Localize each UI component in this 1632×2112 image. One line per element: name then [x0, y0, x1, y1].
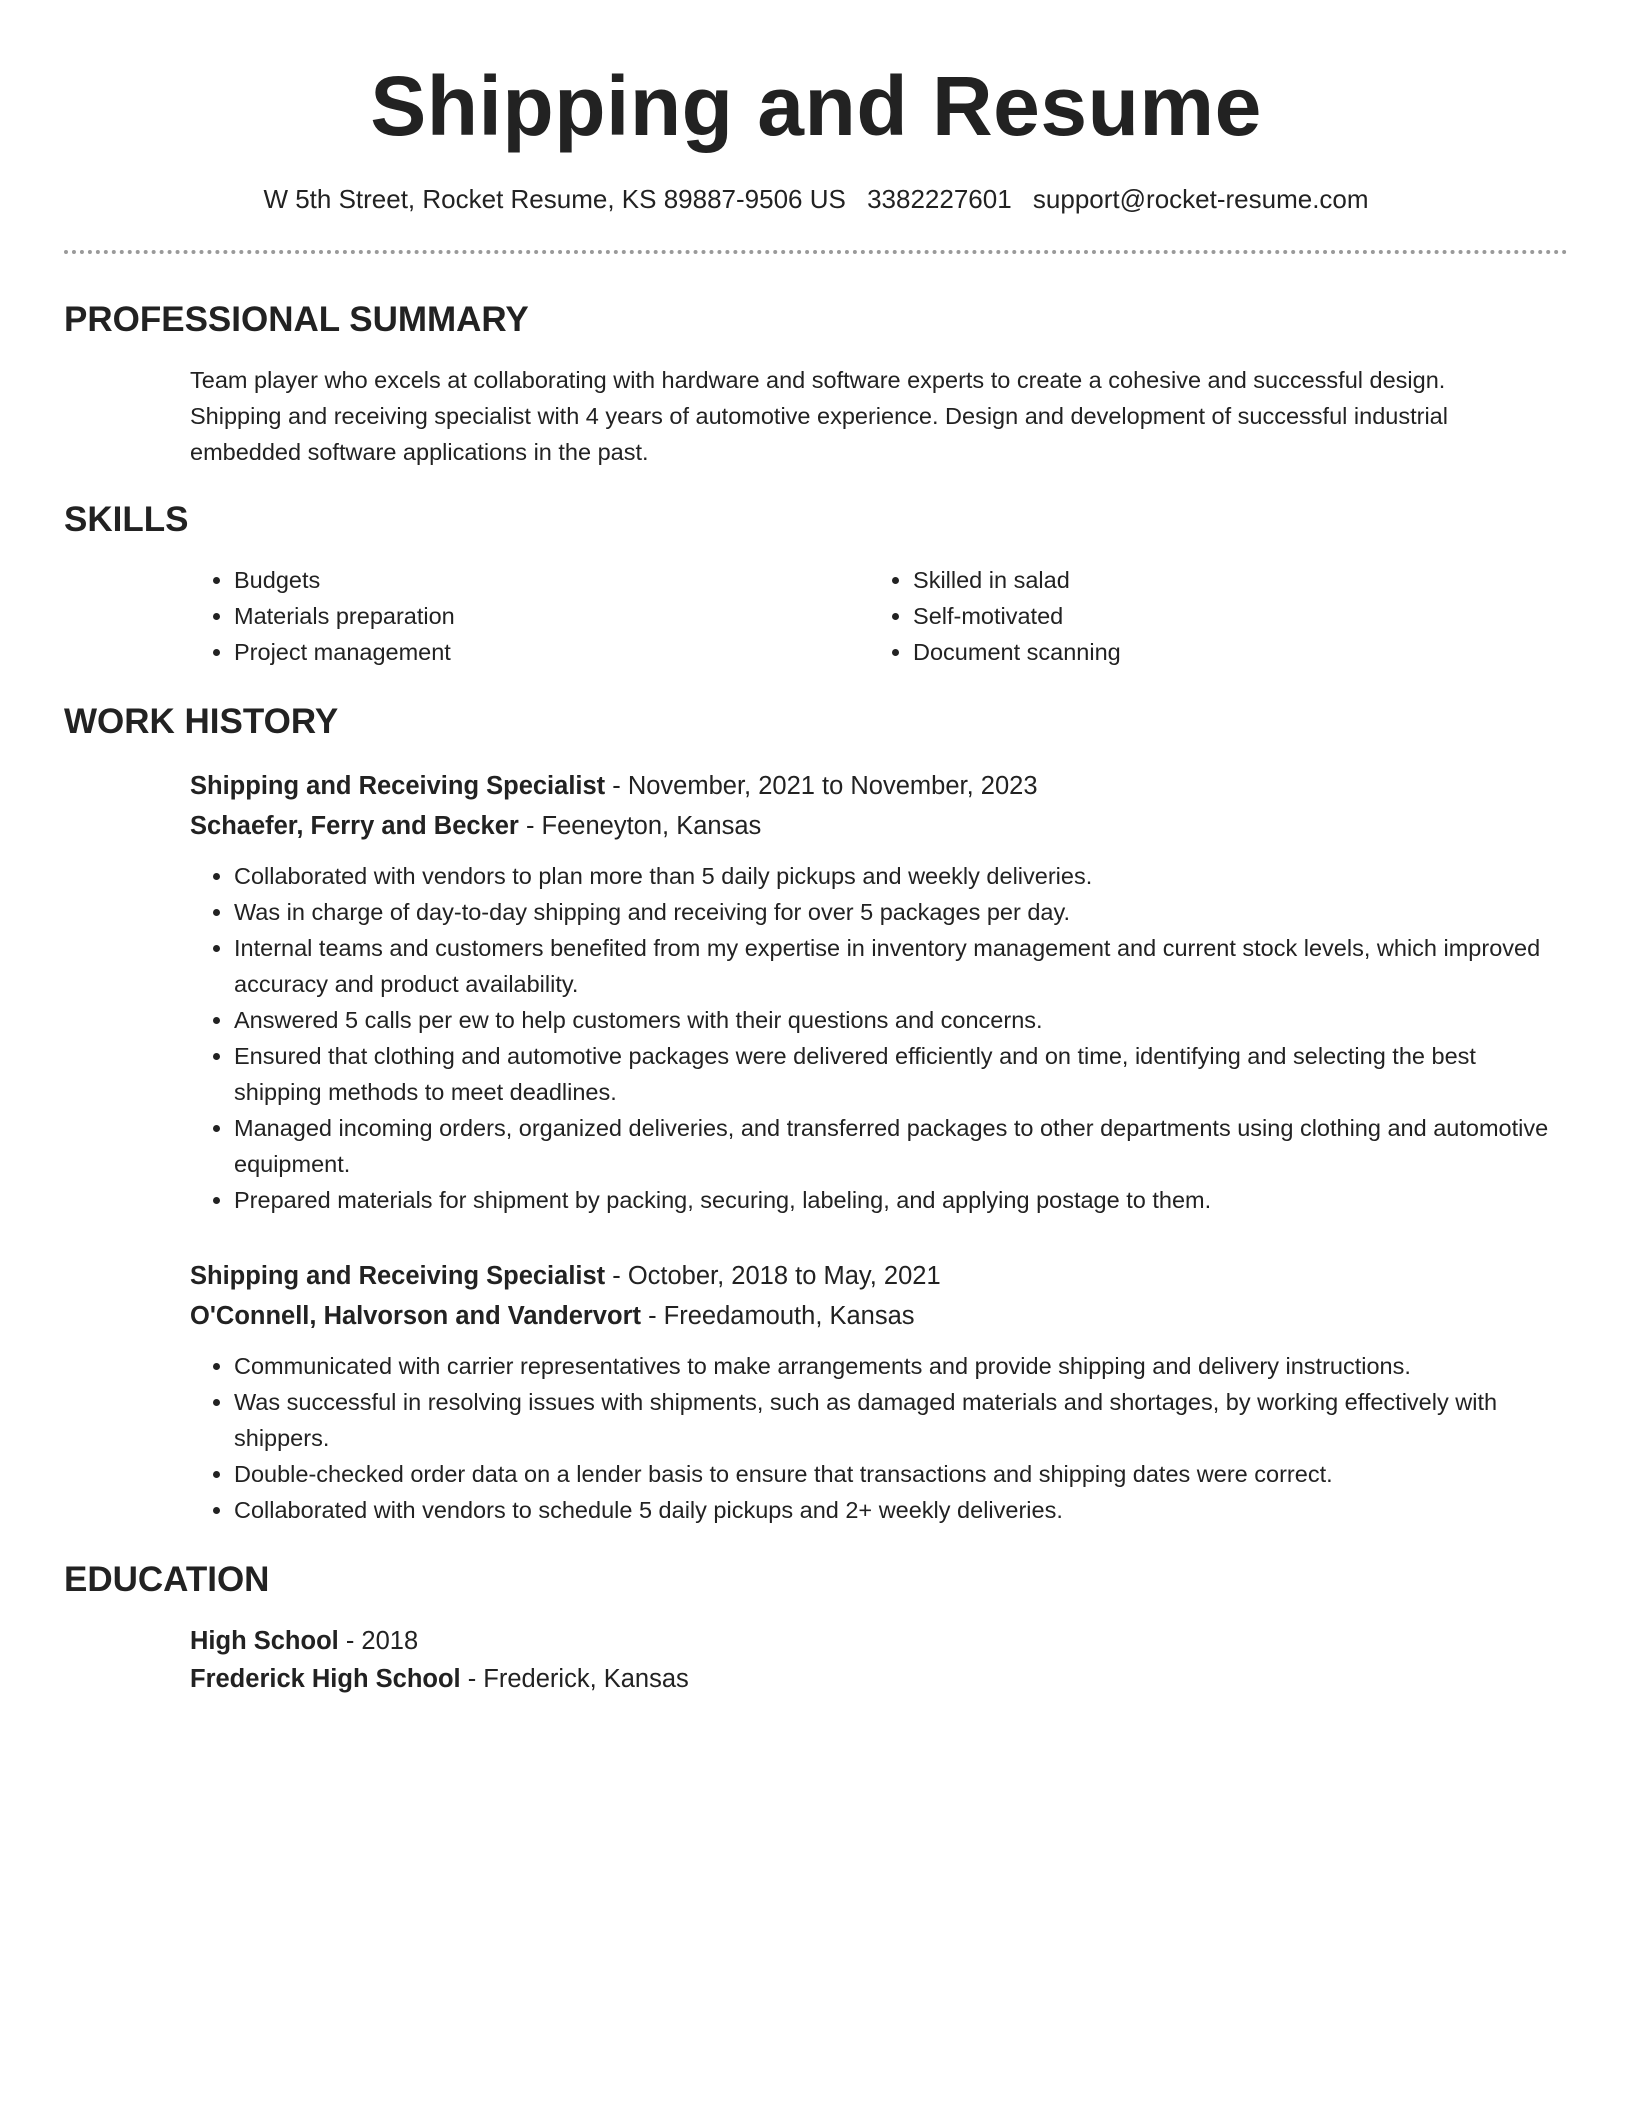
job-dates: - November, 2021 to November, 2023 [605, 772, 1038, 800]
job-bullet: • Was in charge of day-to-day shipping and receiving for over 5 packages per day. [234, 894, 1558, 930]
job-company: O'Connell, Halvorson and Vandervort [190, 1302, 641, 1330]
job-bullets [190, 1348, 1568, 1528]
job-bullet: • Collaborated with vendors to schedule 5 daily pickups and 2+ weekly deliveries. [234, 1492, 1558, 1528]
skill-item: • Self-motivated [913, 598, 1568, 634]
job-role-line [190, 1256, 1568, 1296]
job-bullet: • Was successful in resolving issues with shipments, such as damaged materials and shortages, by working effectively with shippers. [234, 1384, 1558, 1456]
job-bullet: • Double-checked order data on a lender basis to ensure that transactions and shipping dates were correct. [234, 1456, 1558, 1492]
summary-text: Team player who excels at collaborating with hardware and software experts to create a cohesive and successful design. Shipping and receiving specialist with 4 years of automotive experience. Design and development of successful industrial embedded software applications in the past. [190, 367, 1448, 465]
job-location: - Freedamouth, Kansas [640, 1302, 915, 1330]
skill-item: • Document scanning [913, 634, 1568, 670]
work-section-title: WORK HISTORY [64, 702, 339, 741]
education-school-line [190, 1660, 1568, 1698]
skill-item: • Skilled in salad [913, 562, 1568, 598]
job-bullet: • Collaborated with vendors to plan more than 5 daily pickups and weekly deliveries. [234, 858, 1558, 894]
education-degree-line [190, 1622, 1568, 1660]
education-section-title: EDUCATION [64, 1560, 270, 1599]
job-role: Shipping and Receiving Specialist [190, 1262, 606, 1290]
job-bullet: • Managed incoming orders, organized deliveries, and transferred packages to other departments using clothing and automotive equipment. [234, 1110, 1558, 1182]
header-divider [64, 250, 1568, 254]
job-entry [64, 766, 1568, 1218]
education-year: - 2018 [338, 1627, 419, 1655]
job-company-line [190, 806, 1568, 846]
job-dates: - October, 2018 to May, 2021 [605, 1262, 941, 1290]
education-degree: High School [190, 1627, 339, 1655]
skill-item: • Project management [234, 634, 869, 670]
contact-line [64, 182, 1568, 216]
job-company: Schaefer, Ferry and Becker [190, 812, 519, 840]
contact-address: W 5th Street, Rocket Resume, KS 89887-9506 US [263, 184, 846, 214]
job-bullet: • Ensured that clothing and automotive packages were delivered efficiently and on time, identifying and selecting the best shipping methods to meet deadlines. [234, 1038, 1558, 1110]
contact-phone: 3382227601 [867, 184, 1012, 214]
job-bullet: • Internal teams and customers benefited from my expertise in inventory management and current stock levels, which improved accuracy and product availability. [234, 930, 1558, 1002]
skills-section-title: SKILLS [64, 500, 189, 539]
job-location: - Feeneyton, Kansas [518, 812, 762, 840]
job-entry [64, 1256, 1568, 1528]
skills-list [64, 562, 1568, 670]
skill-item: • Materials preparation [234, 598, 869, 634]
skill-item: • Budgets [234, 562, 869, 598]
job-bullets [190, 858, 1568, 1218]
contact-email: support@rocket-resume.com [1032, 184, 1369, 214]
education-entry [64, 1622, 1568, 1698]
job-company-line [190, 1296, 1568, 1336]
skills-column-left [190, 562, 869, 670]
job-role-line [190, 766, 1568, 806]
education-school: Frederick High School [190, 1665, 461, 1693]
resume-name: Shipping and Resume [370, 59, 1262, 153]
job-bullet: • Answered 5 calls per ew to help customers with their questions and concerns. [234, 1002, 1558, 1038]
job-role: Shipping and Receiving Specialist [190, 772, 606, 800]
summary-section-title: PROFESSIONAL SUMMARY [64, 300, 529, 339]
skills-column-right [869, 562, 1568, 670]
job-bullet: • Communicated with carrier representatives to make arrangements and provide shipping and delivery instructions. [234, 1348, 1558, 1384]
education-location: - Frederick, Kansas [460, 1665, 689, 1693]
job-bullet: • Prepared materials for shipment by packing, securing, labeling, and applying postage to them. [234, 1182, 1558, 1218]
